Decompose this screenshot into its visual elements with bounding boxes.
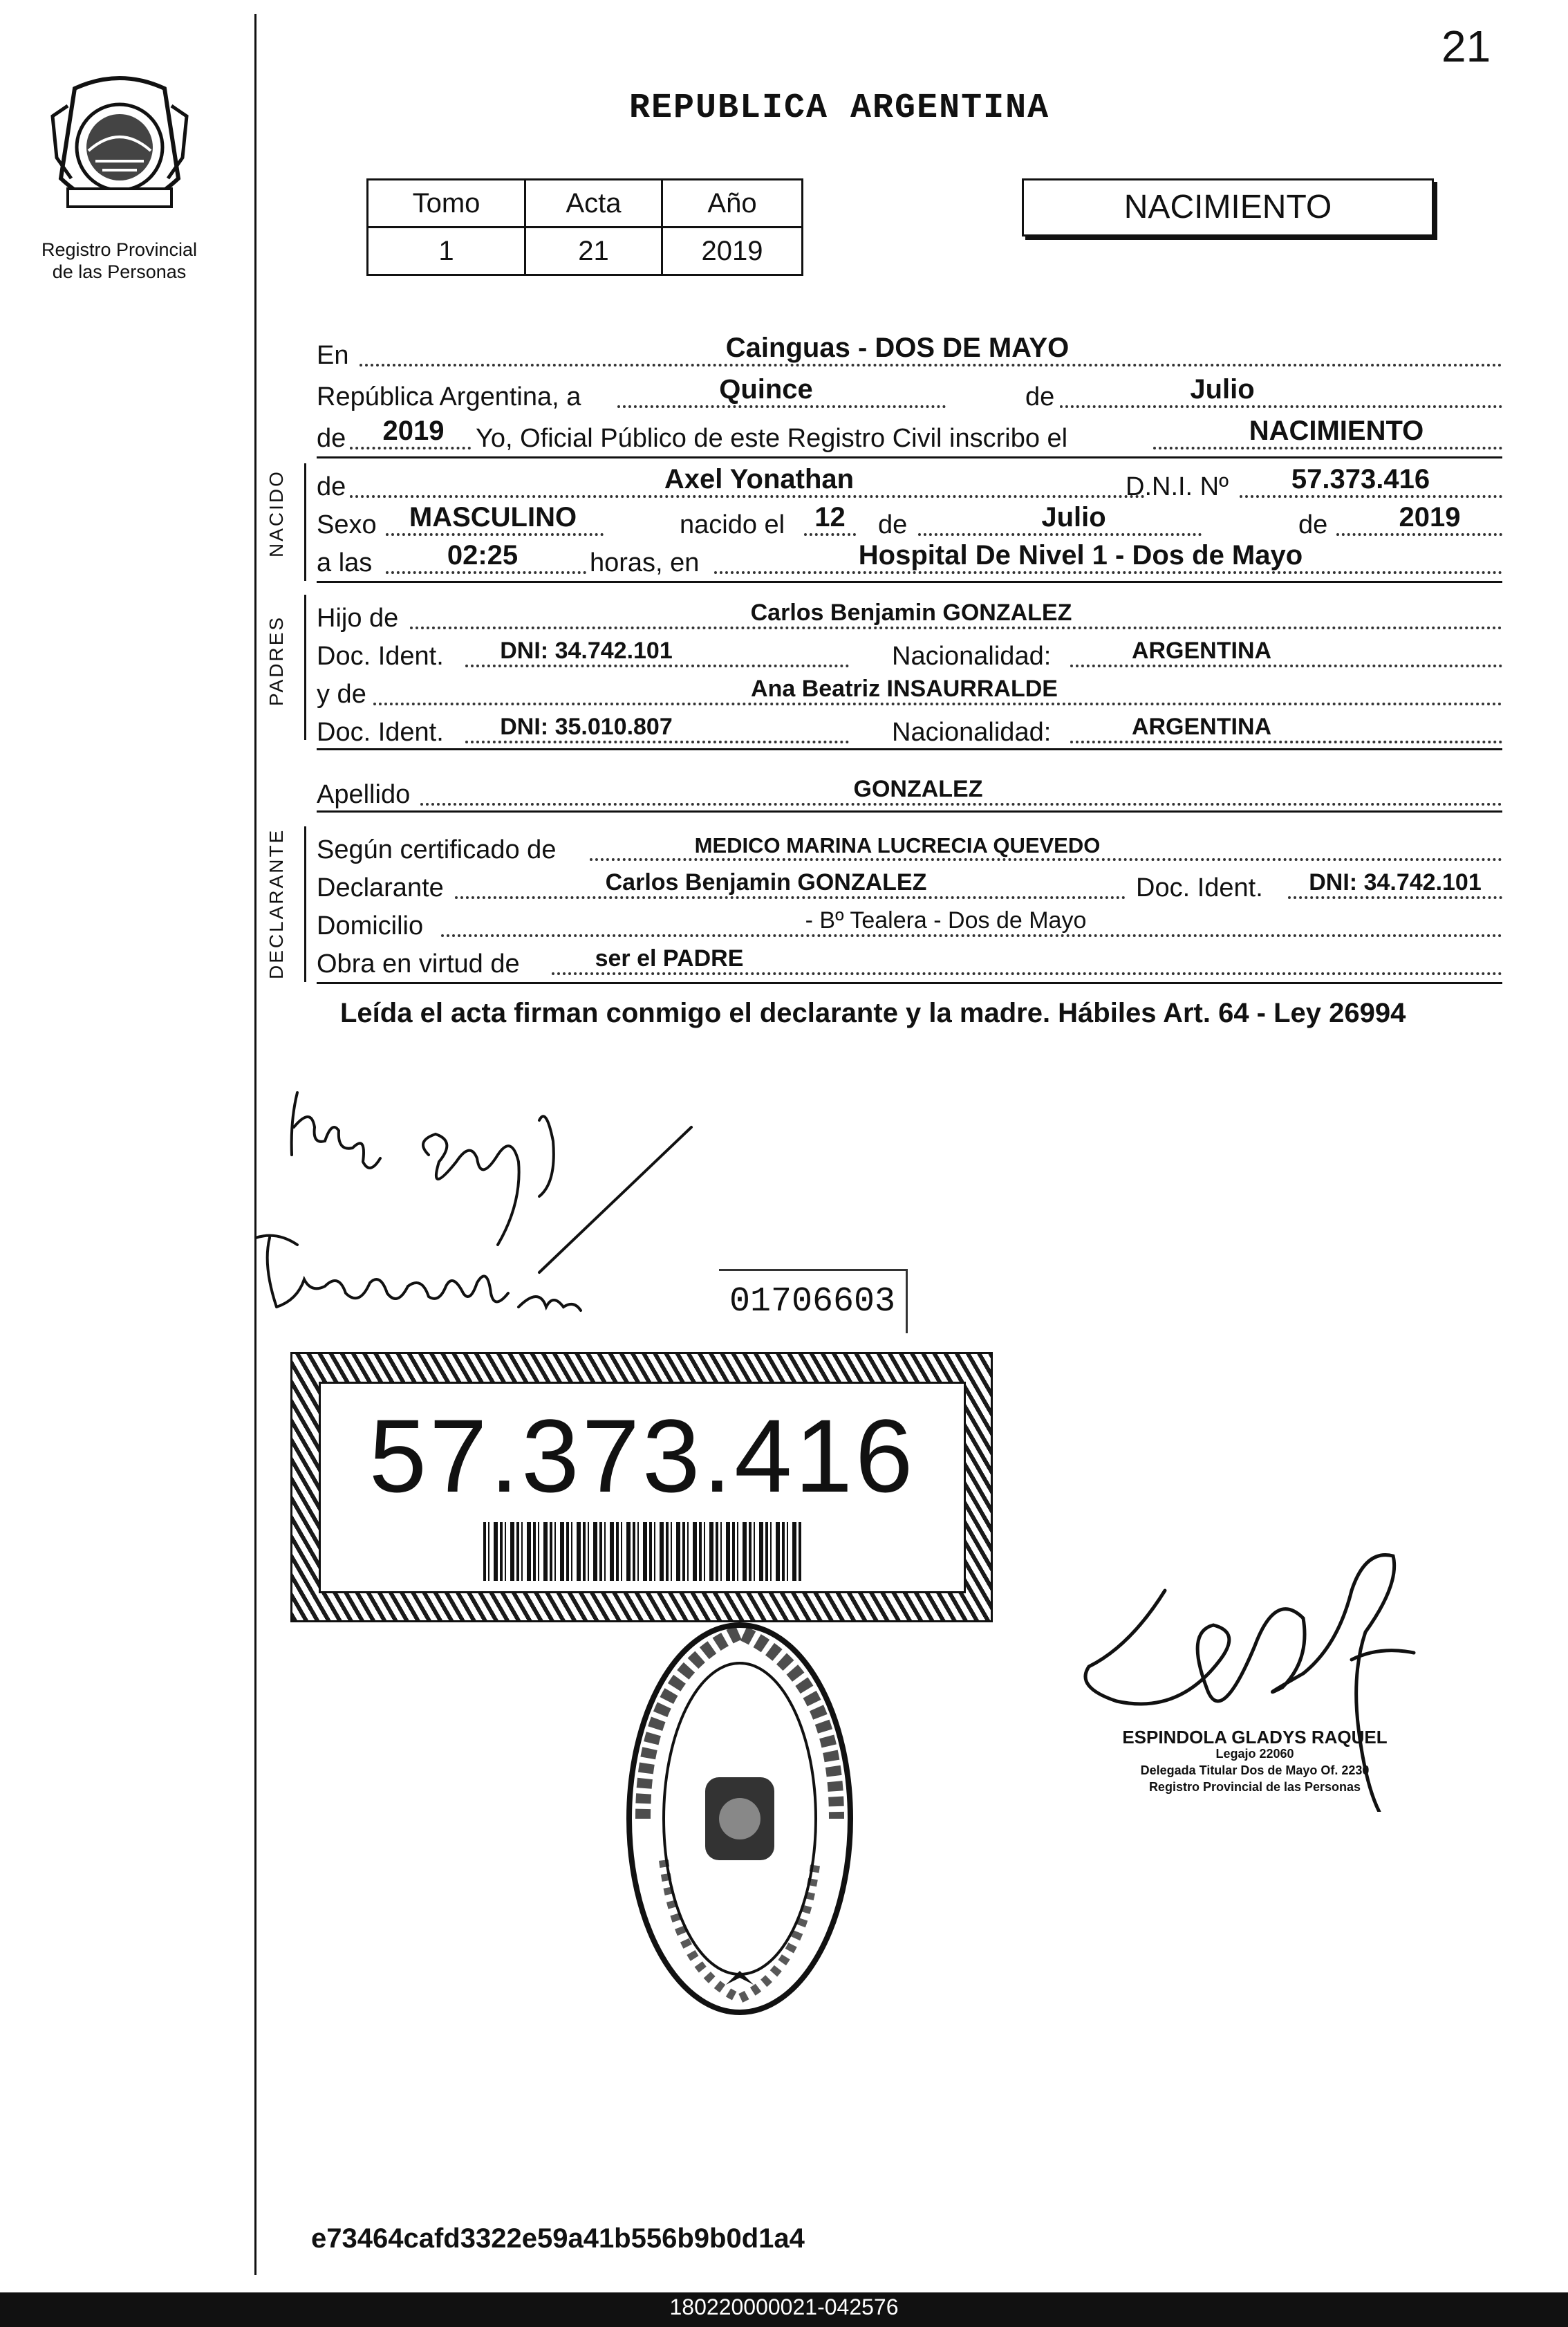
emblem-caption-line-1: Registro Provincial (41, 239, 198, 260)
side-label-declarante: DECLARANTE (265, 828, 287, 979)
emblem-caption-line-2: de las Personas (52, 261, 187, 282)
dotted-line (590, 858, 1502, 861)
value-surname: GONZALEZ (853, 776, 983, 802)
value-mother-nationality: ARGENTINA (1131, 714, 1272, 740)
dotted-line (1153, 447, 1502, 449)
dotted-line (350, 495, 1145, 498)
table-header-acta: Acta (525, 180, 662, 228)
table-value-tomo: 1 (368, 228, 525, 275)
dotted-line (1288, 896, 1502, 899)
section-bracket (304, 463, 306, 581)
label-doc-ident: Doc. Ident. (317, 642, 444, 671)
label-de: de (1025, 382, 1055, 411)
label-doc-ident: Doc. Ident. (317, 718, 444, 747)
label-inscription: Yo, Oficial Público de este Registro Civil inscribo el (476, 424, 1068, 453)
dotted-line (465, 741, 849, 743)
value-birth-time: 02:25 (447, 540, 519, 571)
value-birth-day: 12 (814, 502, 846, 532)
label-horas-en: horas, en (590, 548, 700, 577)
label-de: de (317, 472, 346, 501)
table-header-ano: Año (662, 180, 803, 228)
value-address: - Bº Tealera - Dos de Mayo (805, 907, 1087, 934)
province-emblem-icon (47, 75, 192, 223)
emblem-caption (28, 239, 211, 283)
section-divider (317, 456, 1502, 458)
dotted-line (1240, 495, 1502, 498)
dotted-line (441, 934, 1502, 937)
dotted-line (714, 571, 1502, 574)
row-mother (317, 671, 1502, 712)
dotted-line (552, 972, 1502, 975)
label-hijo-de: Hijo de (317, 604, 399, 633)
page-number: 21 (1441, 21, 1491, 71)
label-sexo: Sexo (317, 510, 377, 539)
document-hash: e73464cafd3322e59a41b556b9b0d1a4 (311, 2223, 805, 2254)
row-domicilio (317, 902, 1502, 944)
section-divider (317, 810, 1502, 813)
row-father (317, 595, 1502, 636)
document-id: 180220000021-042576 (669, 2294, 899, 2319)
registrar-title: Delegada Titular Dos de Mayo Of. 2230 (1140, 1763, 1370, 1777)
label-nacido-el: nacido el (680, 510, 785, 539)
value-father-nationality: ARGENTINA (1131, 638, 1272, 664)
side-label-padres: PADRES (265, 615, 287, 706)
row-nacido-hora (317, 539, 1502, 581)
handwritten-signatures (249, 1079, 719, 1342)
legal-statement: Leída el acta firman conmigo el declarante y la madre. Hábiles Art. 64 - Ley 26994 (340, 998, 1406, 1028)
dotted-line (465, 665, 849, 667)
row-republica (317, 373, 1502, 415)
label-obra-en-virtud: Obra en virtud de (317, 949, 520, 979)
dotted-line (386, 571, 586, 574)
label-nacionalidad: Nacionalidad: (892, 642, 1052, 671)
value-mother-doc: DNI: 35.010.807 (500, 714, 673, 740)
label-dni: D.N.I. Nº (1126, 472, 1229, 501)
label-domicilio: Domicilio (317, 911, 424, 940)
registrar-stamp (1089, 1729, 1421, 1795)
value-sex: MASCULINO (409, 502, 577, 532)
value-birth-year: 2019 (1399, 502, 1461, 532)
document-title: REPUBLICA ARGENTINA (629, 89, 1050, 128)
table-value-ano: 2019 (662, 228, 803, 275)
row-nacido-sexo (317, 501, 1502, 543)
label-de: de (1298, 510, 1328, 539)
dotted-line (455, 896, 1126, 899)
row-mother-doc (317, 709, 1502, 750)
label-de: de (317, 424, 346, 453)
serial-stamp: 01706603 (719, 1269, 908, 1333)
value-father-doc: DNI: 34.742.101 (500, 638, 673, 664)
table-header-tomo: Tomo (368, 180, 525, 228)
value-father-name: Carlos Benjamin GONZALEZ (750, 600, 1072, 626)
table-value-acta: 21 (525, 228, 662, 275)
registrar-legajo: Legajo 22060 (1215, 1747, 1294, 1761)
row-certificate (317, 826, 1502, 868)
side-label-nacido: NACIDO (265, 470, 287, 557)
label-segun-certificado: Según certificado de (317, 835, 557, 864)
value-year: 2019 (382, 416, 445, 446)
barcode-number: 57.373.416 (368, 1398, 916, 1514)
dotted-line (1070, 741, 1502, 743)
label-republica: República Argentina, a (317, 382, 581, 411)
label-de: de (878, 510, 908, 539)
section-divider (317, 581, 1502, 583)
dotted-line (1336, 533, 1502, 536)
row-obra (317, 940, 1502, 982)
value-birth-month: Julio (1041, 502, 1106, 532)
registrar-office: Registro Provincial de las Personas (1148, 1780, 1361, 1794)
row-year (317, 415, 1502, 456)
row-father-doc (317, 633, 1502, 674)
value-place: Cainguas - DOS DE MAYO (725, 333, 1070, 363)
section-bracket (304, 595, 306, 740)
label-nacionalidad: Nacionalidad: (892, 718, 1052, 747)
section-divider (317, 748, 1502, 750)
registrar-name: ESPINDOLA GLADYS RAQUEL (1122, 1727, 1388, 1747)
row-apellido (317, 771, 1502, 813)
row-en (317, 332, 1502, 373)
acta-reference-table (366, 178, 803, 276)
dotted-line (410, 627, 1502, 629)
value-certificate: MEDICO MARINA LUCRECIA QUEVEDO (694, 833, 1101, 857)
value-reason: ser el PADRE (595, 945, 744, 972)
value-record-type: NACIMIENTO (1249, 416, 1424, 446)
record-type-box: NACIMIENTO (1022, 178, 1434, 237)
barcode-label (319, 1382, 966, 1593)
section-bracket (304, 826, 306, 982)
value-declarant-doc: DNI: 34.742.101 (1309, 869, 1482, 896)
dotted-line (350, 447, 471, 449)
official-seal-icon (622, 1611, 857, 2026)
dni-barcode-stamp (290, 1352, 993, 1622)
dotted-line (386, 533, 604, 536)
dotted-line (373, 703, 1502, 705)
label-en: En (317, 341, 349, 370)
label-y-de: y de (317, 680, 366, 709)
dotted-line (918, 533, 1202, 536)
dotted-line (420, 803, 1502, 806)
label-a-las: a las (317, 548, 373, 577)
dotted-line (1060, 405, 1502, 408)
barcode-icon (483, 1522, 801, 1581)
row-nacido-name (317, 463, 1502, 505)
row-declarant (317, 864, 1502, 906)
dotted-line (1070, 665, 1502, 667)
value-month: Julio (1190, 374, 1255, 405)
value-declarant-name: Carlos Benjamin GONZALEZ (605, 869, 927, 896)
dotted-line (617, 405, 946, 408)
section-divider (317, 982, 1502, 984)
label-doc-ident: Doc. Ident. (1136, 873, 1263, 902)
value-birth-place: Hospital De Nivel 1 - Dos de Mayo (858, 540, 1303, 571)
dotted-line (360, 364, 1502, 367)
value-day-words: Quince (719, 374, 813, 405)
value-child-dni: 57.373.416 (1291, 464, 1430, 494)
value-mother-name: Ana Beatriz INSAURRALDE (751, 676, 1058, 702)
label-apellido: Apellido (317, 780, 411, 809)
dotted-line (804, 533, 856, 536)
value-child-name: Axel Yonathan (664, 464, 855, 494)
label-declarante: Declarante (317, 873, 444, 902)
